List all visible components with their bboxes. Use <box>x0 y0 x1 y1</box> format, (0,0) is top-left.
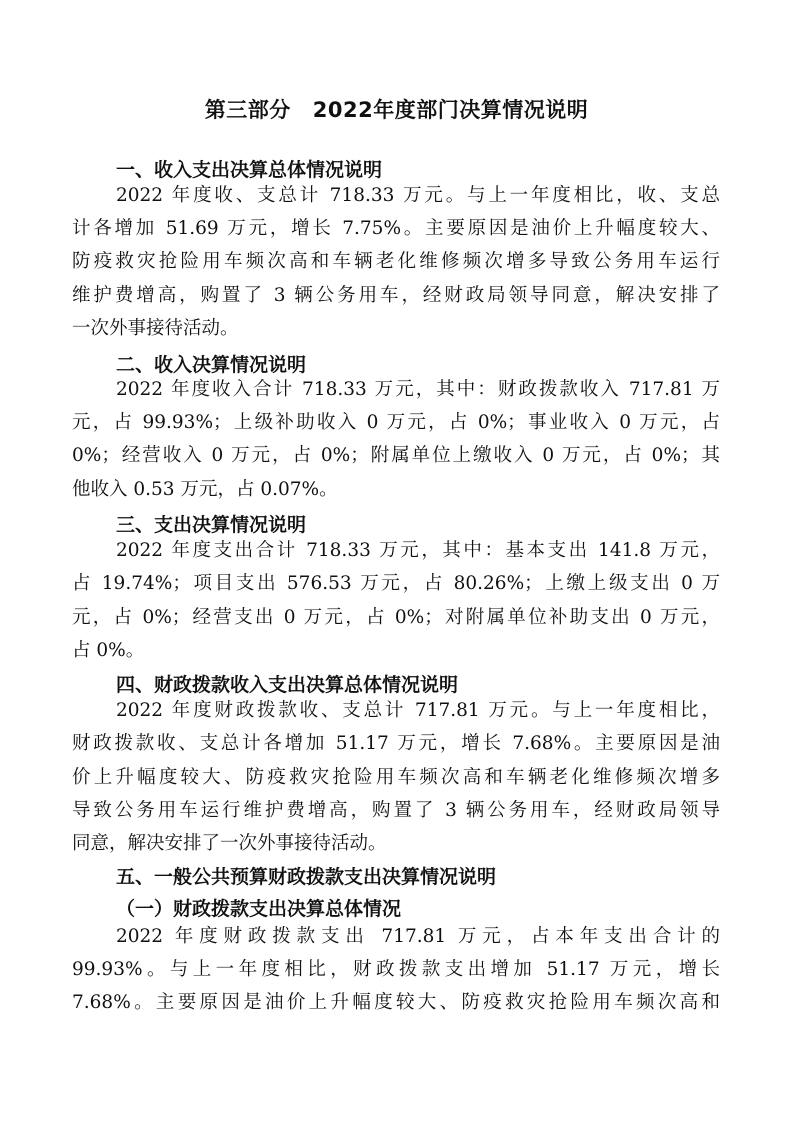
paragraph-line: 元，占 0%；经营支出 0 万元，占 0%；对附属单位补助支出 0 万元， <box>72 607 720 628</box>
paragraph-line: 2022 年度财政拨款支出 717.81 万元，占本年支出合计的 <box>116 926 720 947</box>
section-heading: 一、收入支出决算总体情况说明 <box>116 159 383 181</box>
title-part: 第三部分 <box>204 98 291 122</box>
paragraph-line: 防疫救灾抢险用车频次高和车辆老化维修频次增多导致公务用车运行 <box>72 251 720 272</box>
page-title <box>0 94 793 124</box>
paragraph-line: 维护费增高，购置了 3 辆公务用车，经财政局领导同意，解决安排了 <box>72 285 720 306</box>
paragraph-line: 价上升幅度较大、防疫救灾抢险用车频次高和车辆老化维修频次增多 <box>72 767 720 788</box>
section-heading: 二、收入决算情况说明 <box>116 354 307 376</box>
paragraph-line: 2022 年度收入合计 718.33 万元，其中：财政拨款收入 717.81 万 <box>116 379 720 400</box>
paragraph-line: 99.93%。与上一年度相比，财政拨款支出增加 51.17 万元，增长 <box>72 959 720 980</box>
paragraph-line: 导致公务用车运行维护费增高，购置了 3 辆公务用车，经财政局领导 <box>72 800 720 821</box>
section-heading: 三、支出决算情况说明 <box>116 514 307 536</box>
paragraph-line: 占 19.74%；项目支出 576.53 万元，占 80.26%；上缴上级支出 0 万 <box>72 573 720 594</box>
paragraph-line: 占 0%。 <box>72 640 145 661</box>
section-heading: 五、一般公共预算财政拨款支出决算情况说明 <box>116 866 497 888</box>
paragraph-line: 计各增加 51.69 万元，增长 7.75%。主要原因是油价上升幅度较大、 <box>72 218 720 239</box>
paragraph-line: 2022 年度收、支总计 718.33 万元。与上一年度相比，收、支总 <box>116 185 720 206</box>
title-text: 2022年度部门决算情况说明 <box>312 98 589 122</box>
paragraph-line: 同意，解决安排了一次外事接待活动。 <box>72 833 387 854</box>
paragraph-line: 财政拨款收、支总计各增加 51.17 万元，增长 7.68%。主要原因是油 <box>72 733 720 754</box>
subsection-heading: （一）财政拨款支出决算总体情况 <box>116 898 402 920</box>
paragraph-line: 2022 年度支出合计 718.33 万元，其中：基本支出 141.8 万元， <box>116 540 720 561</box>
paragraph-line: 一次外事接待活动。 <box>72 318 239 339</box>
paragraph-line: 7.68%。主要原因是油价上升幅度较大、防疫救灾抢险用车频次高和 <box>72 992 720 1013</box>
paragraph-line: 2022 年度财政拨款收、支总计 717.81 万元。与上一年度相比， <box>116 700 720 721</box>
section-heading: 四、财政拨款收入支出决算总体情况说明 <box>116 674 459 696</box>
paragraph-line: 他收入 0.53 万元，占 0.07%。 <box>72 479 338 500</box>
paragraph-line: 元，占 99.93%；上级补助收入 0 万元，占 0%；事业收入 0 万元，占 <box>72 412 720 433</box>
paragraph-line: 0%；经营收入 0 万元，占 0%；附属单位上缴收入 0 万元，占 0%；其 <box>72 445 720 466</box>
